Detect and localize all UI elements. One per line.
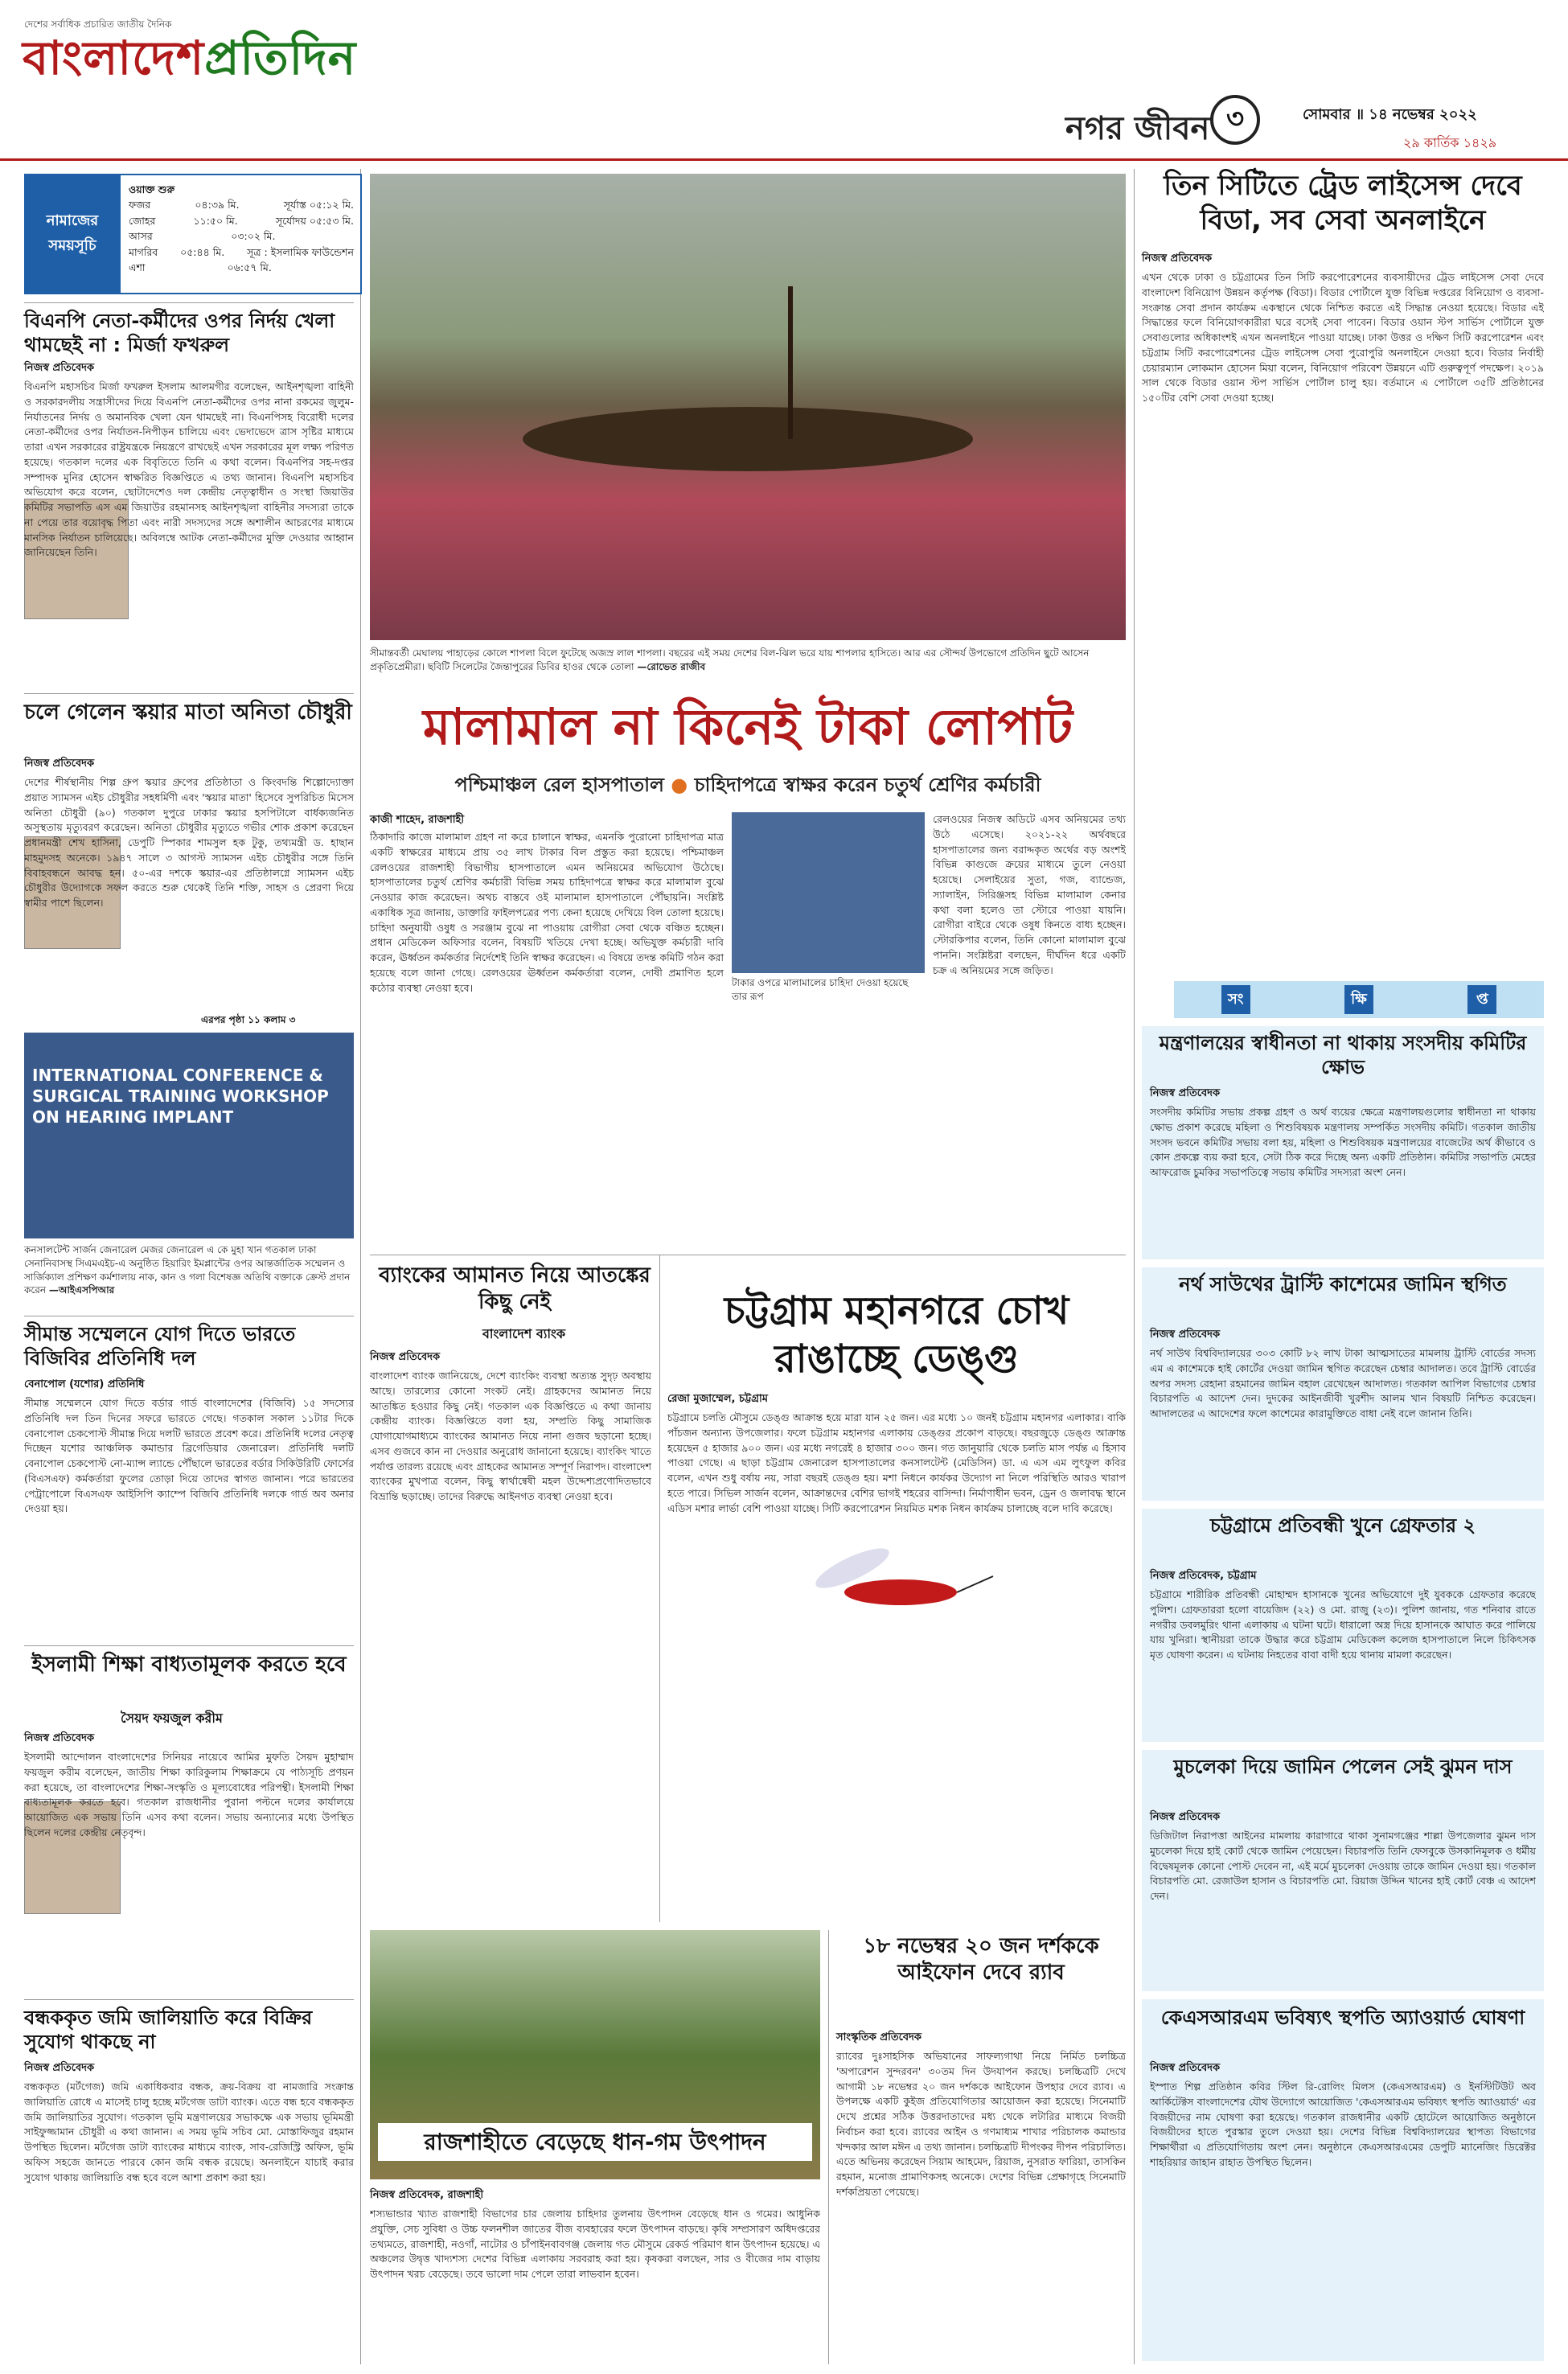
article-headline-anita[interactable]: চলে গেলেন স্কয়ার মাতা অনিতা চৌধুরী (24, 700, 352, 725)
column-divider (659, 1255, 660, 1922)
logo-main: বাংলাদেশ (23, 31, 205, 85)
article-headline-grain[interactable]: রাজশাহীতে বেড়েছে ধান-গম উৎপাদন (378, 2123, 812, 2161)
article-byline: নিজস্ব প্রতিবেদক (24, 2062, 95, 2074)
photo-caption: কনসালটেন্ট সার্জন জেনারেল মেজর জেনারেল এ কে মুহা খান গতকাল ঢাকা সেনানিবাসস্থ সিএমএইচ-এ অনুষ্ঠিত হিয়ারিং ইমপ্লান্টের ওপর আন্তর্জাতিক সম্মেলন ও সার্জিক্যাল প্রশিক্ষণ কর্মশালায় নাক, কান ও গলা বিশেষজ্ঞ অতিথি বক্তাকে ক্রেস্ট প্রদান করেন (24, 1244, 351, 1296)
article-body-text: ইস্পাত শিল্প প্রতিষ্ঠান কবির স্টিল রি-রোলিং মিলস (কেএসআরএম) ও ইনস্টিটিউট অব আর্কিটেক্টস বাংলাদেশের যৌথ উদ্যোগে আয়োজিত 'কেএসআরএম ভবিষ্যৎ স্থপতি অ্যাওয়ার্ড' এর বিজয়ীদের নাম ঘোষণা করা হয়েছে। গতকাল রাজধানীর একটি হোটেলে আয়োজিত অনুষ্ঠানে বিজয়ীদের হাতে পুরস্কার তুলে দেওয়া হয়। দেশের বিভিন্ন বিশ্ববিদ্যালয়ের স্থাপত্য বিভাগের শিক্ষার্থীরা এ প্রতিযোগিতায় অংশ নেন। অনুষ্ঠানে কেএসআরএমের ডেপুটি ম্যানেজিং ডিরেক্টর শাহরিয়ার জাহান রাহাত উপস্থিত ছিলেন। (1150, 2080, 1536, 2168)
article-byline: নিজস্ব প্রতিবেদক (370, 1351, 441, 1363)
article-byline: নিজস্ব প্রতিবেদক (1150, 1811, 1221, 1823)
rail-photo-caption: টাকার ওপরে মালামালের চাহিদা দেওয়া হয়েছে তার রূপ (732, 977, 909, 1002)
article-body-iphone (836, 2049, 1126, 2363)
article-byline: নিজস্ব প্রতিবেদক (1150, 2062, 1221, 2074)
article-body-text: এখন থেকে ঢাকা ও চট্টগ্রামের তিন সিটি করপোরেশনের ব্যবসায়ীদের ট্রেড লাইসেন্স সেবা দেবে বাংলাদেশ বিনিয়োগ উন্নয়ন কর্তৃপক্ষ (বিডা)। বিডার পোর্টালে যুক্ত বিভিন্ন দপ্তরের বিনিয়োগ ও ব্যবসা-সংক্রান্ত সেবা প্রদান কার্যক্রম একস্থানে থেকে নিশ্চিত করতে এই সিদ্ধান্ত নেওয়া হয়েছে। বিডার এই সিদ্ধান্তের ফলে বিনিয়োগকারীরা ঘরে বসেই সেবা পাবেন। বিডার ওয়ান স্টপ সার্ভিস পোর্টালে যুক্ত সেবাগুলোর অধিকাংশই এখন অনলাইনে পাওয়া যাচ্ছে। ঢাকা উত্তর ও দক্ষিণ সিটি করপোরেশন এবং চট্টগ্রাম সিটি করপোরেশনের ট্রেড লাইসেন্স সেবা পুরোপুরি অনলাইনে দেওয়া হবে। বিডার নির্বাহী চেয়ারম্যান লোকমান হোসেন মিয়া বলেন, বিনিয়োগ পরিবেশ উন্নয়নে এটি গুরুত্বপূর্ণ পদক্ষেপ। ২০১৯ সাল থেকে বিডার ওয়ান স্টপ সার্ভিস পোর্টাল চালু হয়। বর্তমানে এ পোর্টালে ৩৫টি প্রতিষ্ঠানের ১৫০টির বেশি সেবা দেওয়া হচ্ছে। (1142, 271, 1544, 404)
hero-photo-caption (370, 647, 1126, 674)
prayer-name: মাগরিব (129, 245, 158, 258)
article-body-text: শস্যভান্ডার খ্যাত রাজশাহী বিভাগের চার জেলায় চাহিদার তুলনায় উৎপাদন বেড়েছে ধান ও গমের। আধুনিক প্রযুক্তি, সেচ সুবিধা ও উচ্চ ফলনশীল জাতের বীজ ব্যবহারের ফলে উৎপাদন বাড়ছে। কৃষি সম্প্রসারণ অধিদপ্তরের তথ্যমতে, রাজশাহী, নওগাঁ, নাটোর ও চাঁপাইনবাবগঞ্জ জেলায় গত মৌসুমে রেকর্ড পরিমাণ ধান উৎপাদন হয়েছে। এ অঞ্চলের উদ্বৃত্ত খাদ্যশস্য দেশের বিভিন্ন এলাকায় সরবরাহ করা হয়। কৃষকরা বলছেন, সার ও বীজের দাম বাড়ায় উৎপাদন খরচ বেড়েছে। তবে ভালো দাম পেলে তারা লাভবান হবেন। (370, 2208, 820, 2280)
prayer-extra: সূর্যাস্ত ০৫:১২ মি. (283, 199, 354, 212)
article-body-anita (24, 775, 354, 1008)
prayer-name: এশা (129, 261, 146, 273)
in-brief-letter: প্ত (1467, 985, 1496, 1014)
article-body-trade (1142, 270, 1544, 962)
article-body-text: সংসদীয় কমিটির সভায় প্রকল্প গ্রহণ ও অর্থ ব্যয়ের ক্ষেত্রে মন্ত্রণালয়গুলোর স্বাধীনতা না থাকায় ক্ষোভ প্রকাশ করেছে মহিলা ও শিশুবিষয়ক মন্ত্রণালয় সম্পর্কিত সংসদীয় কমিটি। গতকাল জাতীয় সংসদ ভবনে কমিটির সভায় বলা হয়, মহিলা ও শিশুবিষয়ক মন্ত্রণালয়ের বাজেটের অর্থ কীভাবে ও কোন প্রকল্পে ব্যয় করা হবে, সেটা ঠিক করে দিচ্ছে অন্য একটি প্রতিষ্ঠান। কমিটির সভাপতি মেহের আফরোজ চুমকির সভাপতিত্বে সভায় কমিটির সদস্যরা অংশ নেন। (1150, 1106, 1536, 1178)
column-divider (828, 1930, 829, 2364)
page-number: ৩ (1210, 95, 1260, 145)
photo-caption: সীমান্তবর্তী মেঘালয় পাহাড়ের কোলে শাপলা বিলে ফুটেছে অজস্র লাল শাপলা। বছরের এই সময় দেশের বিল-ঝিল ভরে যায় শাপলার হাসিতে। আর এর সৌন্দর্য উপভোগে প্রতিদিন ছুটে আসেন প্রকৃতিপ্রেমীরা। ছবিটি সিলেটের জৈন্তাপুরের ডিবির হাওর থেকে তোলা (370, 647, 1090, 672)
column-divider (360, 169, 361, 2364)
newspaper-logo[interactable] (23, 23, 356, 101)
prayer-times-header: ওয়াক্ত শুরু (129, 183, 175, 195)
publication-date: সোমবার ॥ ১৪ নভেম্বর ২০২২ (1303, 106, 1477, 123)
article-headline-ministry[interactable]: মন্ত্রণালয়ের স্বাধীনতা না থাকায় সংসদীয় কমিটির ক্ষোভ (1159, 1032, 1527, 1078)
article-body-text: ডিজিটাল নিরাপত্তা আইনের মামলায় কারাগারে থাকা সুনামগঞ্জের শাল্লা উপজেলার ঝুমন দাস মুচলেকা দিয়ে হাই কোর্ট থেকে জামিন পেয়েছেন। বিচারপতি তিনি ফেসবুকে উসকানিমূলক ও ধর্মীয় বিদ্বেষমূলক কোনো পোস্ট দেবেন না, এই মর্মে মুচলেকা দেওয়ায় তাকে জামিন দেওয়া হয়। গতকাল বিচারপতি মো. রেজাউল হাসান ও বিচারপতি মো. রিয়াজ উদ্দিন খানের হাই কোর্ট বেঞ্চ এ আদেশ দেন। (1150, 1830, 1536, 1902)
logo-accent: প্রতিদিন (204, 31, 357, 85)
article-body-ctg-disabled (1150, 1587, 1536, 1737)
publication-date-bengali: ২৯ কার্তিক ১৪২৯ (1403, 135, 1497, 150)
article-body-kesr (1150, 2080, 1536, 2353)
article-divider (24, 1999, 354, 2000)
article-headline-kesr[interactable]: কেএসআরএম ভবিষ্যৎ স্থপতি অ্যাওয়ার্ড ঘোষণা (1160, 2006, 1525, 2029)
mosquito-body-shape (844, 1579, 957, 1605)
prayer-name: আসর (129, 230, 153, 243)
in-brief-letter: ক্ষি (1344, 985, 1373, 1014)
article-subheadline-rail (370, 770, 1126, 803)
article-byline: বেনাপোল (যশোর) প্রতিনিধি (24, 1378, 145, 1390)
article-byline: নিজস্ব প্রতিবেদক (1150, 1087, 1221, 1099)
article-body-text: বিএনপি মহাসচিব মির্জা ফখরুল ইসলাম আলমগীর বলেছেন, আইনশৃঙ্খলা বাহিনী ও সরকারদলীয় সন্ত্রাসীদের দিয়ে বিএনপি নেতা-কর্মীদের ওপর নানা রকমের জুলুম-নির্যাতনের নির্দয় ও অমানবিক খেলা যেন থামছেই না। বিএনপিসহ বিরোধী দলের নেতা-কর্মীদের ওপর নির্যাতন-নিপীড়ন চালিয়ে এবং ভেদাভেদে ত্রাস সৃষ্টির মাধ্যমে তারা এখন সরকারের রাষ্ট্রযন্ত্রকে নিয়ন্ত্রণে রাখছেই এখন সরকারের মূল লক্ষ্য পরিণত হয়েছে। গতকাল দলের এক বিবৃতিতে তিনি এ কথা বলেন। বিএনপির সহ-দপ্তর সম্পাদক মুনির হোসেন স্বাক্ষরিত বিজ্ঞপ্তিতে এ তথ্য জানান। বিএনপি মহাসচিব অভিযোগ করে বলেন, ছোটাদেশেও দল কেন্দ্রীয় নেতৃত্বাধীন ও সংস্থা জিয়াউর কমিটির সভাপতি এস এম জিয়াউর রহমানসহ আইনশৃঙ্খলা বাহিনীর সদস্যরা তাকে না পেয়ে তার বয়োবৃদ্ধ পিতা এবং নারী সদস্যদের সঙ্গে অশালীন আচরণের মাধ্যমে মানসিক নির্যাতন চালিয়েছে। অবিলম্বে আটক নেতা-কর্মীদের মুক্তি দেওয়ার আহ্বান জানিয়েছেন তিনি। (24, 380, 354, 559)
bullet-icon: ● (671, 774, 688, 796)
article-headline-trade[interactable]: তিন সিটিতে ট্রেড লাইসেন্স দেবে বিডা, সব সেবা অনলাইনে (1164, 170, 1522, 236)
prayer-row (129, 260, 354, 275)
article-body-text: রেলওয়ের নিজস্ব অডিটে এসব অনিয়মের তথ্য উঠে এসেছে। ২০২১-২২ অর্থবছরে হাসপাতালের জন্য বরাদ্দকৃত অর্থের বড় অংশই বিভিন্ন কাগুজে ক্রয়ের মাধ্যমে তুলে নেওয়া হয়েছে। সেলাইয়ের সুতা, গজ, ব্যান্ডেজ, স্যালাইন, সিরিঞ্জসহ বিভিন্ন মালামাল কেনার কথা বলা হলেও তা স্টোরে পাওয়া যায়নি। রোগীরা বাইরে থেকে ওষুধ কিনতে বাধ্য হচ্ছেন। স্টোরকিপার বলেন, তিনি কোনো মালামাল বুঝে পাননি। সংশ্লিষ্টরা বলছেন, দীর্ঘদিন ধরে একটি চক্র এ অনিয়মের সঙ্গে জড়িত। (933, 813, 1126, 976)
prayer-time: ১১:৫০ মি. (193, 214, 238, 227)
article-body-jhuman (1150, 1829, 1536, 1986)
hero-photo-water-lilies (370, 174, 1126, 640)
pole-shape (788, 286, 793, 439)
subheadline-left: পশ্চিমাঞ্চল রেল হাসপাতাল (454, 774, 664, 796)
prayer-times-table (129, 182, 354, 275)
in-brief-banner (1174, 981, 1544, 1018)
article-body-text: ঠিকাদারি কাজে মালামাল গ্রহণ না করে চালানে স্বাক্ষর, এমনকি পুরোনো চাহিদাপত্র মাত্র একটি স্বাক্ষরের মাধ্যমে প্রায় ৩৫ লাখ টাকার বিল প্রস্তুত করা হয়েছে। পশ্চিমাঞ্চল রেলওয়ের রাজশাহী বিভাগীয় হাসপাতালে এমন অনিয়মের অভিযোগ উঠেছে। হাসপাতালের চতুর্থ শ্রেণির কর্মচারী বিভিন্ন সময় চাহিদাপত্রে স্বাক্ষর করে মালামাল বুঝে নেওয়ার কাজ করেছেন। অথচ বাস্তবে ওই মালামাল হাসপাতালে পৌঁছায়নি। সংশ্লিষ্ট একাধিক সূত্র জানায়, ডাক্তারি ফাইলপত্রের পণ্য কেনা হয়েছে দেখিয়ে বিল তোলা হয়েছে। চাহিদা অনুযায়ী ওষুধ ও সরঞ্জাম বুঝে না পাওয়ায় রোগীরা সেবা থেকে বঞ্চিত হচ্ছেন। প্রধান মেডিকেল অফিসার বলেন, বিষয়টি খতিয়ে দেখা হচ্ছে। অভিযুক্ত কর্মচারী দাবি করেন, ঊর্ধ্বতন কর্মকর্তার নির্দেশেই তিনি স্বাক্ষর করেছেন। এ বিষয়ে তদন্ত কমিটি গঠন করা হয়েছে বলে জানা গেছে। রেলওয়ের ঊর্ধ্বতন কর্মকর্তারা বলেন, দোষী প্রমাণিত হলে কঠোর ব্যবস্থা নেওয়া হবে। (370, 831, 724, 994)
article-divider (24, 693, 354, 694)
prayer-time: ০৪:৩৯ মি. (195, 199, 240, 212)
article-headline-jhuman[interactable]: মুচলেকা দিয়ে জামিন পেলেন সেই ঝুমন দাস (1173, 1756, 1513, 1778)
conference-photo (24, 1033, 354, 1238)
article-headline-land[interactable]: বন্ধককৃত জমি জালিয়াতি করে বিক্রির সুযোগ থাকছে না (24, 2006, 313, 2053)
article-byline: কাজী শাহেদ, রাজশাহী (370, 814, 465, 826)
article-body-tristee (1150, 1346, 1536, 1496)
article-attribution: বাংলাদেশ ব্যাংক (482, 1326, 566, 1341)
article-byline: নিজস্ব প্রতিবেদক (1150, 1329, 1221, 1341)
rail-supplies-photo (732, 812, 925, 973)
article-body-rail-cont (933, 812, 1126, 1247)
article-byline: রেজা মুজাম্মেল, চট্টগ্রাম (667, 1393, 768, 1405)
hero-photo-illustration (370, 174, 1126, 640)
prayer-row (129, 213, 354, 228)
column-divider (1134, 169, 1135, 2364)
article-body-grain (370, 2207, 820, 2360)
article-divider (24, 1645, 354, 1646)
article-headline-bank[interactable]: ব্যাংকের আমানত নিয়ে আতঙ্কের কিছু নেই (379, 1263, 651, 1314)
article-headline-iphone[interactable]: ১৮ নভেম্বর ২০ জন দর্শককে আইফোন দেবে র‌্যাব (863, 1934, 1099, 1985)
article-attribution: সৈয়দ ফয়জুল করীম (121, 1711, 223, 1726)
mosquito-illustration (804, 1512, 997, 1673)
prayer-row (129, 244, 354, 260)
prayer-time: ০৬:৫৭ মি. (227, 261, 272, 273)
article-headline-islamic[interactable]: ইসলামী শিক্ষা বাধ্যতামূলক করতে হবে (31, 1653, 347, 1677)
prayer-time: ০৩:০২ মি. (231, 230, 276, 243)
prayer-row (129, 197, 354, 212)
article-body-text: সীমান্ত সম্মেলনে যোগ দিতে বর্ডার গার্ড বাংলাদেশের (বিজিবি) ১৫ সদস্যের প্রতিনিধি দল তিন দিনের সফরে ভারতে গেছে। গতকাল সকাল ১১টার দিকে বেনাপোল চেকপোস্ট সীমান্ত দিয়ে দলটি ভারতে প্রবেশ করে। প্রতিনিধি দলের নেতৃত্ব দিচ্ছেন যশোর আঞ্চলিক কমান্ডার ব্রিগেডিয়ার জেনারেল। প্রতিনিধি দলটি বেনাপোল চেকপোস্ট নো-ম্যান্স ল্যান্ডে পৌঁছালে ভারতের বর্ডার সিকিউরিটি ফোর্সের (বিএসএফ) কর্মকর্তারা ফুলের তোড়া দিয়ে তাদের স্বাগত জানান। পরে ভারতের পেট্রাপোলে বিএসএফ আইসিপি ক্যাম্পে বিজিবি প্রতিনিধি দলকে গার্ড অব অনার দেওয়া হয়। (24, 1397, 354, 1515)
article-byline: নিজস্ব প্রতিবেদক (24, 1732, 95, 1744)
article-headline-bgb[interactable]: সীমান্ত সম্মেলনে যোগ দিতে ভারতে বিজিবির প্রতিনিধি দল (24, 1323, 296, 1370)
article-body-bank (370, 1369, 651, 1916)
subheadline-right: চাহিদাপত্রে স্বাক্ষর করেন চতুর্থ শ্রেণির কর্মচারী (694, 774, 1041, 796)
article-byline: সাংস্কৃতিক প্রতিবেদক (836, 2031, 922, 2043)
article-body-text: চট্টগ্রামে চলতি মৌসুমে ডেঙ্গু আক্রান্ত হয়ে মারা যান ২৫ জন। এর মধ্যে ১০ জনই চট্টগ্রাম মহানগর এলাকার। বাকি পাঁচজন অন্যান্য উপজেলার। ফলে চট্টগ্রাম মহানগর এলাকায় ডেঙ্গুর প্রকোপ বাড়ছে। বছরজুড়ে ডেঙ্গু আক্রান্ত হয়েছেন ৫ হাজার ৯০০ জন। এর মধ্যে নগরেই ৪ হাজার ৩০০ জন। গত জানুয়ারি থেকে চলতি মাস পর্যন্ত এ হিসাব পাওয়া গেছে। এ ছাড়া চট্টগ্রাম জেনারেল হাসপাতালের কনসালটেন্ট (মেডিসিন) ডা. এ এস এম লুৎফুল কবির বলেন, এখন শুধু বর্ষায় নয়, সারা বছরই ডেঙ্গু হয়। মশা নিধনে কার্যকর উদ্যোগ না নিলে পরিস্থিতি আরও খারাপ হতে পারে। সিভিল সার্জন বলেন, আক্রান্তদের বেশির ভাগই শহরের বাসিন্দা। নির্মাণাধীন ভবন, ড্রেন ও জলাবদ্ধ স্থানে এডিস মশার লার্ভা বেশি পাওয়া যাচ্ছে। সিটি করপোরেশন নিয়মিত মশক নিধন কার্যক্রম চালাচ্ছে বলে দাবি করেছে। (667, 1411, 1126, 1514)
article-body-text: দেশের শীর্ষস্থানীয় শিল্প গ্রুপ স্কয়ার গ্রুপের প্রতিষ্ঠাতা ও কিংবদন্তি শিল্পোদ্যোক্তা প্রয়াত স্যামসন এইচ চৌধুরীর সহধর্মিণী এবং 'স্কয়ার মাতা' হিসেবে সুপরিচিত মিসেস অনিতা চৌধুরী (৯০) গতকাল দুপুরে ঢাকার স্কয়ার হসপিটালে বার্ধক্যজনিত অসুস্থতায় মৃত্যুবরণ করেছেন। অনিতা চৌধুরীর মৃত্যুতে গভীর শোক প্রকাশ করেছেন প্রধানমন্ত্রী শেখ হাসিনা, ডেপুটি স্পিকার শামসুল হক টুকু, তথ্যমন্ত্রী ড. হাছান মাহমুদসহ অনেকে। ১৯৪৭ সালে ৩ আগস্ট স্যামসন এইচ চৌধুরীর সঙ্গে তিনি বিবাহবন্ধনে আবদ্ধ হন। ৫০-এর দশকে স্কয়ার-এর প্রতিষ্ঠালগ্নে স্যামসন এইচ চৌধুরীর উদ্যোগকে সফল করতে শুরু থেকেই তিনি শক্তি, সাহস ও প্রেরণা দিয়ে স্বামীর পাশে ছিলেন। (24, 776, 354, 909)
in-brief-letter: সং (1221, 985, 1250, 1014)
article-headline-ctg-disabled[interactable]: চট্টগ্রামে প্রতিবন্ধী খুনে গ্রেফতার ২ (1209, 1514, 1476, 1537)
article-byline: নিজস্ব প্রতিবেদক (24, 362, 95, 374)
article-byline: নিজস্ব প্রতিবেদক, রাজশাহী (370, 2189, 484, 2201)
prayer-extra: সূত্র : ইসলামিক ফাউন্ডেশন (247, 245, 354, 258)
article-body-bgb (24, 1396, 354, 1637)
article-divider (24, 302, 354, 303)
section-name: নগর জীবন (1065, 110, 1210, 147)
prayer-name: ফজর (129, 199, 151, 212)
continued-note[interactable]: এরপর পৃষ্ঠা ১১ কলাম ৩ (201, 1014, 296, 1025)
photo-credit: —আইএসপিআর (48, 1284, 115, 1296)
article-headline-rail[interactable]: মালামাল না কিনেই টাকা লোপাট (422, 697, 1073, 756)
article-body-islamic (24, 1750, 354, 1991)
article-byline: নিজস্ব প্রতিবেদক, চট্টগ্রাম (1150, 1570, 1257, 1582)
prayer-name: জোহর (129, 214, 156, 227)
article-body-text: ইসলামী আন্দোলন বাংলাদেশের সিনিয়র নায়েবে আমির মুফতি সৈয়দ মুহাম্মাদ ফয়জুল করীম বলেছেন, জাতীয় শিক্ষা কারিকুলাম শিক্ষাক্রমে যে পাঠ্যসূচি প্রণয়ন করা হয়েছে, তা বাংলাদেশের শিক্ষা-সংস্কৃতি ও মূল্যবোধের পরিপন্থী। ইসলামী শিক্ষা বাধ্যতামূলক করতে হবে। গতকাল রাজধানীর পুরানা পল্টনে দলের কার্যালয়ে আয়োজিত এক সভায় তিনি এসব কথা বলেন। সভায় অন্যান্যের মধ্যে উপস্থিত ছিলেন দলের কেন্দ্রীয় নেতৃবৃন্দ। (24, 1751, 354, 1838)
article-byline: নিজস্ব প্রতিবেদক (1142, 253, 1213, 265)
boat-shape (523, 407, 973, 471)
article-body-land (24, 2080, 354, 2353)
prayer-row (129, 228, 354, 244)
masthead-tagline: দেশের সর্বাধিক প্রচারিত জাতীয় দৈনিক (24, 18, 172, 30)
article-body-ministry (1150, 1105, 1536, 1255)
prayer-times-label: নামাজের সময়সূচি (24, 174, 121, 294)
article-body-text: র‌্যাবের দুঃসাহসিক অভিযানের সাফল্যগাথা নিয়ে নির্মিত চলচ্চিত্র 'অপারেশন সুন্দরবন' ৩০তম দিন উদযাপন করছে। চলচ্চিত্রটি দেখে আগামী ১৮ নভেম্বর ২০ জন দর্শককে আইফোন উপহার দেবে র‌্যাব। এ উপলক্ষে একটি কুইজ প্রতিযোগিতার আয়োজন করা হয়েছে। সিনেমাটি দেখে প্রশ্নের সঠিক উত্তরদাতাদের মধ্য থেকে লটারির মাধ্যমে বিজয়ী নির্বাচন করা হবে। র‌্যাবের আইন ও গণমাধ্যম শাখার পরিচালক কমান্ডার খন্দকার আল মঈন এ তথ্য জানান। চলচ্চিত্রটি দীপংকর দীপন পরিচালিত। এতে অভিনয় করেছেন সিয়াম আহমেদ, রিয়াজ, নুসরাত ফারিয়া, তাসকিন রহমান, মনোজ প্রামাণিকসহ অনেকে। দেশের বিভিন্ন প্রেক্ষাগৃহে সিনেমাটি দর্শকপ্রিয়তা পেয়েছে। (836, 2050, 1126, 2198)
article-headline-tristee[interactable]: নর্থ সাউথের ট্রাস্টি কাশেমের জামিন স্থগিত (1179, 1273, 1507, 1296)
article-body-fakhrul (24, 380, 354, 685)
article-byline: নিজস্ব প্রতিবেদক (24, 758, 95, 770)
prayer-time: ০৫:৪৪ মি. (180, 245, 225, 258)
article-headline-dengue[interactable]: চট্টগ্রাম মহানগরে চোখ রাঙাচ্ছে ডেঙ্গু (724, 1288, 1069, 1382)
article-body-rail (370, 830, 724, 1248)
mosquito-proboscis-shape (957, 1576, 993, 1592)
prayer-extra: সূর্যোদয় ০৫:৫৩ মি. (275, 214, 354, 227)
conference-caption (24, 1243, 354, 1297)
article-headline-fakhrul[interactable]: বিএনপি নেতা-কর্মীদের ওপর নির্দয় খেলা থামছেই না : মির্জা ফখরুল (24, 310, 335, 356)
article-body-text: বন্ধককৃত (মর্টগেজ) জমি একাধিকবার বন্ধক, ক্রয়-বিক্রয় বা নামজারি সংক্রান্ত জালিয়াতি রোধে এ মাসেই চালু হচ্ছে মর্টগেজ ডাটা ব্যাংক। এতে বন্ধ হবে বন্ধককৃত জমি জালিয়াতির সুযোগ। গতকাল ভূমি মন্ত্রণালয়ের সভাকক্ষে এক সভায় ভূমিমন্ত্রী সাইফুজ্জামান চৌধুরী এ কথা জানান। এ সময় ভূমি সচিব মো. মোস্তাফিজুর রহমান উপস্থিত ছিলেন। মর্টগেজ ডাটা ব্যাংকের মাধ্যমে ব্যাংক, সাব-রেজিস্ট্রি অফিস, ভূমি অফিস সহজে জানতে পারবে কোন জমি বন্ধক রয়েছে। অনলাইনে যাচাই করার সুযোগ থাকায় জালিয়াতি বন্ধ হবে বলে আশা প্রকাশ করা হয়। (24, 2080, 354, 2183)
article-body-text: বাংলাদেশ ব্যাংক জানিয়েছে, দেশে ব্যাংকিং ব্যবস্থা অত্যন্ত সুদৃঢ় অবস্থায় আছে। তারল্যের কোনো সংকট নেই। গ্রাহকদের আমানত নিয়ে আতঙ্কিত হওয়ার কিছু নেই। গতকাল এক বিজ্ঞপ্তিতে এ কথা জানায় কেন্দ্রীয় ব্যাংক। বিজ্ঞপ্তিতে বলা হয়, সম্প্রতি কিছু সামাজিক যোগাযোগমাধ্যমে ব্যাংকের আমানত নিয়ে নানা গুজব ছড়ানো হচ্ছে। এসব গুজবে কান না দেওয়ার অনুরোধ জানানো হয়েছে। ব্যাংকিং খাতে পর্যাপ্ত তারল্য রয়েছে এবং গ্রাহকের আমানত সম্পূর্ণ নিরাপদ। বাংলাদেশ ব্যাংকের মুখপাত্র বলেন, কিছু স্বার্থান্বেষী মহল উদ্দেশ্যপ্রণোদিতভাবে বিভ্রান্তি ছড়াচ্ছে। তাদের বিরুদ্ধে আইনগত ব্যবস্থা নেওয়া হবে। (370, 1370, 651, 1502)
article-body-text: চট্টগ্রামে শারীরিক প্রতিবন্ধী মোহাম্মদ হাসানকে খুনের অভিযোগে দুই যুবককে গ্রেফতার করেছে পুলিশ। গ্রেফতাররা হলো বায়েজিদ (২২) ও মো. রাজু (২৩)। পুলিশ জানায়, গত শনিবার রাতে নগরীর ডবলমুরিং থানা এলাকায় এ ঘটনা ঘটে। ধারালো অস্ত্র দিয়ে হাসানকে আঘাত করে পালিয়ে যায় খুনিরা। স্থানীয়রা তাকে উদ্ধার করে চট্টগ্রাম মেডিকেল কলেজ হাসপাতালে নিলে চিকিৎসক মৃত ঘোষণা করেন। এ ঘটনায় নিহতের বাবা বাদী হয়ে থানায় মামলা করেছেন। (1150, 1588, 1536, 1661)
photo-credit: —রোভেত রাজীব (637, 660, 706, 672)
article-body-text: নর্থ সাউথ বিশ্ববিদ্যালয়ের ৩০৩ কোটি ৮২ লাখ টাকা আত্মসাতের মামলায় ট্রাস্টি বোর্ডের সদস্য এম এ কাশেমকে হাই কোর্টের দেওয়া জামিন স্থগিত করেছেন চেম্বার আদালত। তবে ট্রাস্টি বোর্ডের অপর সদস্য রেহানা রহমানের জামিন বহাল রেখেছেন আদালত। গতকাল আপিল বিভাগের চেম্বার বিচারপতি এ আদেশ দেন। দুদকের আইনজীবী খুরশীদ আলম খান বিষয়টি নিশ্চিত করেছেন। আদালতের এ আদেশের ফলে কাশেমের কারামুক্তিতে বাধা নেই বলে জানান তিনি। (1150, 1347, 1536, 1419)
conference-banner: INTERNATIONAL CONFERENCE & SURGICAL TRAINING WORKSHOP ON HEARING IMPLANT (32, 1066, 329, 1127)
